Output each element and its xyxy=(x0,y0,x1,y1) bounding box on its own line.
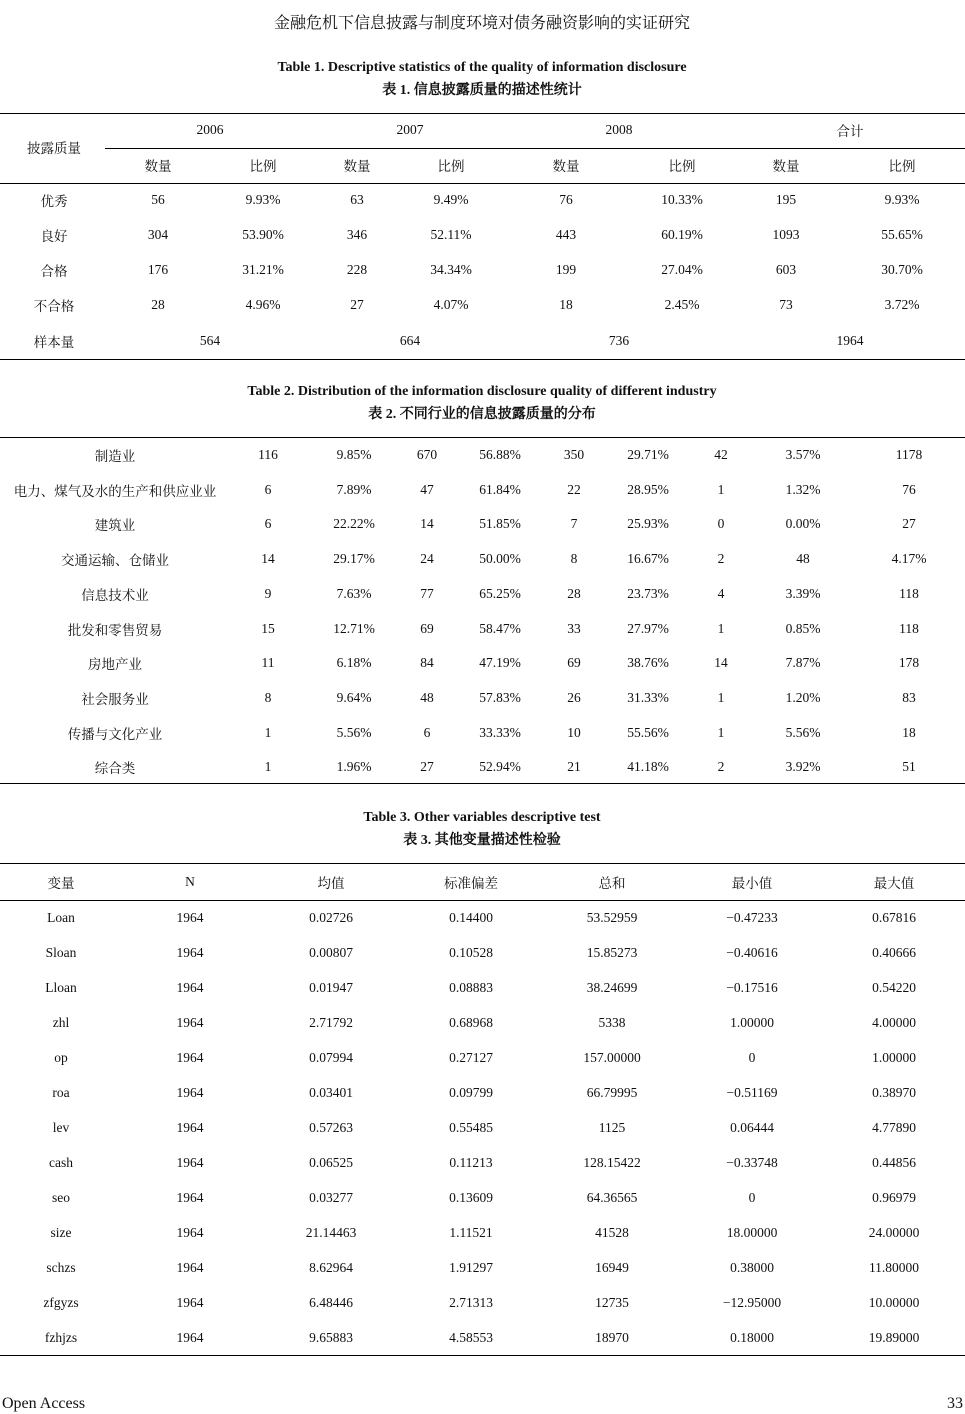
table-cell: 9.49% xyxy=(433,192,469,207)
table-cell: 2.71792 xyxy=(309,1015,353,1030)
table-cell: 50.00% xyxy=(479,551,521,567)
table-cell: 4.17% xyxy=(891,551,927,567)
table1-mid-rule xyxy=(105,148,965,149)
table-cell: 4.96% xyxy=(245,297,281,312)
sample-value: 664 xyxy=(399,333,421,348)
table-cell: 10.00000 xyxy=(868,1295,920,1310)
industry-name: 制造业 xyxy=(94,449,136,464)
table-cell: 1093 xyxy=(772,227,800,242)
table-cell: 0 xyxy=(748,1050,756,1065)
table-cell: 良好 xyxy=(40,229,68,244)
table-cell: 28 xyxy=(567,585,581,601)
industry-name: 信息技术业 xyxy=(81,587,149,603)
sample-value: 564 xyxy=(199,333,221,348)
table-cell: 24.00000 xyxy=(868,1225,920,1240)
table-cell: 34.34% xyxy=(430,262,472,277)
table-cell: 41.18% xyxy=(627,759,669,775)
table-cell: 33.33% xyxy=(479,724,521,740)
table-cell: 128.15422 xyxy=(583,1155,641,1170)
table-cell: 1.32% xyxy=(785,481,821,497)
variable-name: size xyxy=(50,1225,72,1240)
table-cell: 116 xyxy=(258,447,278,462)
sample-label: 样本量 xyxy=(33,335,75,350)
table-cell: 18.00000 xyxy=(726,1225,778,1240)
table-cell: 16949 xyxy=(595,1260,629,1275)
table3-title-cn: 表 3. 其他变量描述性检验 xyxy=(403,833,561,848)
table-cell: 41528 xyxy=(595,1225,629,1240)
table-cell: 27 xyxy=(350,297,364,312)
table-cell: 5.56% xyxy=(336,724,372,740)
industry-name: 建筑业 xyxy=(94,518,136,534)
table-cell: 69 xyxy=(567,655,581,671)
industry-name: 交通运输、仓储业 xyxy=(61,553,169,569)
table-cell: 0.85% xyxy=(785,620,821,636)
table-cell: 0.54220 xyxy=(872,980,916,995)
table-cell: 24 xyxy=(420,551,434,567)
table-cell: 47 xyxy=(420,481,434,497)
table-cell: 73 xyxy=(779,297,793,312)
table-cell: 60.19% xyxy=(661,227,703,242)
table-cell: 9.65883 xyxy=(309,1330,353,1345)
variable-name: lev xyxy=(52,1120,70,1135)
table-cell: 0.67816 xyxy=(872,910,916,925)
table-cell: 16.67% xyxy=(627,551,669,567)
column-header: 最小值 xyxy=(731,876,773,891)
year-header: 2007 xyxy=(396,122,424,137)
table-cell: 84 xyxy=(420,655,434,671)
table-cell: 42 xyxy=(714,447,728,462)
variable-name: zfgyzs xyxy=(43,1295,79,1310)
sample-value: 1964 xyxy=(836,333,864,348)
table-cell: 1 xyxy=(717,689,725,705)
running-header: 金融危机下信息披露与制度环境对债务融资影响的实证研究 xyxy=(273,15,691,32)
variable-name: schzs xyxy=(46,1260,76,1275)
table-cell: 4.77890 xyxy=(872,1120,916,1135)
variable-name: fzhjzs xyxy=(44,1330,78,1345)
table-cell: 1964 xyxy=(176,1225,204,1240)
table-cell: 64.36565 xyxy=(586,1190,638,1205)
table-cell: 8.62964 xyxy=(309,1260,353,1275)
subheader: 数量 xyxy=(772,159,800,174)
column-header: 变量 xyxy=(47,876,75,891)
variable-name: Lloan xyxy=(45,980,77,995)
table-cell: 27 xyxy=(902,516,916,532)
table-cell: 0.38000 xyxy=(730,1260,774,1275)
table-cell: 1 xyxy=(264,724,272,740)
table-cell: 157.00000 xyxy=(583,1050,641,1065)
table-cell: −0.17516 xyxy=(726,980,778,995)
table-cell: 63 xyxy=(350,192,364,207)
table-cell: 56.88% xyxy=(479,447,521,462)
table-cell: 1964 xyxy=(176,1015,204,1030)
table-cell: 18 xyxy=(902,724,916,740)
year-header: 合计 xyxy=(836,124,864,139)
table-cell: 1964 xyxy=(176,1155,204,1170)
table-cell: 23.73% xyxy=(627,585,669,601)
table-cell: 27.97% xyxy=(627,620,669,636)
table-cell: 1 xyxy=(264,759,272,775)
table-cell: 21 xyxy=(567,759,581,775)
industry-name: 批发和零售贸易 xyxy=(67,622,163,638)
table-cell: 0.09799 xyxy=(449,1085,493,1100)
table-cell: 9.64% xyxy=(336,689,372,705)
table-cell: 346 xyxy=(346,227,368,242)
table-cell: 7.87% xyxy=(785,655,821,671)
table-cell: 38.24699 xyxy=(586,980,638,995)
table-cell: 1964 xyxy=(176,910,204,925)
table-cell: 1.20% xyxy=(785,689,821,705)
table-cell: 350 xyxy=(563,447,585,462)
table2-top-rule xyxy=(0,437,965,438)
table2-title-en: Table 2. Distribution of the information disclosure quality of different industry xyxy=(247,384,717,399)
variable-name: zhl xyxy=(52,1015,70,1030)
table-cell: 25.93% xyxy=(627,516,669,532)
table-cell: 56 xyxy=(151,192,165,207)
industry-name: 房地产业 xyxy=(88,657,142,673)
table-cell: 603 xyxy=(775,262,797,277)
subheader: 数量 xyxy=(343,159,371,174)
column-header: 最大值 xyxy=(873,876,915,891)
table-cell: 0.55485 xyxy=(449,1120,493,1135)
table-cell: 52.94% xyxy=(479,759,521,775)
table-cell: 6 xyxy=(423,724,431,740)
column-header: 标准偏差 xyxy=(444,876,498,891)
table-cell: 6 xyxy=(264,481,272,497)
table-cell: 199 xyxy=(555,262,577,277)
subheader: 数量 xyxy=(144,159,172,174)
table-cell: 1.96% xyxy=(336,759,372,775)
table-cell: 58.47% xyxy=(479,620,521,636)
table-cell: 18970 xyxy=(595,1330,629,1345)
table-cell: 195 xyxy=(775,192,797,207)
table-cell: 0.01947 xyxy=(309,980,353,995)
table-cell: 0.13609 xyxy=(449,1190,493,1205)
table-cell: 7 xyxy=(570,516,578,532)
table1-bottom-rule xyxy=(0,359,965,360)
table-cell: 1964 xyxy=(176,1085,204,1100)
table-cell: 19.89000 xyxy=(868,1330,920,1345)
table-cell: 1125 xyxy=(598,1120,626,1135)
table-cell: 0.11213 xyxy=(449,1155,493,1170)
variable-name: roa xyxy=(52,1085,70,1100)
table-cell: 228 xyxy=(346,262,368,277)
table-cell: 3.72% xyxy=(884,297,920,312)
column-header: N xyxy=(185,874,195,889)
table-cell: 443 xyxy=(555,227,577,242)
table-cell: 0.03401 xyxy=(309,1085,353,1100)
table3-bottom-rule xyxy=(0,1355,965,1356)
table-cell: 0.02726 xyxy=(309,910,353,925)
table-cell: 2.71313 xyxy=(449,1295,493,1310)
table-cell: 66.79995 xyxy=(586,1085,638,1100)
page-number: 33 xyxy=(947,1395,963,1412)
table-cell: 0.68968 xyxy=(449,1015,493,1030)
table-cell: 1.00000 xyxy=(730,1015,774,1030)
table-cell: 118 xyxy=(899,620,919,636)
table1-top-rule xyxy=(0,113,965,114)
table-cell: 18 xyxy=(559,297,573,312)
table-cell: 0.10528 xyxy=(449,945,493,960)
table-cell: 47.19% xyxy=(479,655,521,671)
table-cell: 0.06525 xyxy=(309,1155,353,1170)
table-cell: 8 xyxy=(570,551,578,567)
subheader: 比例 xyxy=(668,159,696,174)
year-header: 2006 xyxy=(196,122,224,137)
table-cell: 30.70% xyxy=(881,262,923,277)
table-cell: 0.57263 xyxy=(309,1120,353,1135)
table-cell: 0.07994 xyxy=(309,1050,353,1065)
table-cell: −12.95000 xyxy=(722,1295,782,1310)
table-cell: 28 xyxy=(151,297,165,312)
footer-open-access: Open Access xyxy=(2,1395,86,1412)
industry-name: 传播与文化产业 xyxy=(67,726,163,742)
table-cell: 9 xyxy=(264,585,272,601)
table-cell: 11 xyxy=(261,655,275,671)
table-cell: 5.56% xyxy=(785,724,821,740)
table-cell: 48 xyxy=(420,689,434,705)
table-cell: 0.18000 xyxy=(730,1330,774,1345)
table-cell: 76 xyxy=(559,192,573,207)
variable-name: seo xyxy=(52,1190,70,1205)
table-cell: 48 xyxy=(796,551,810,567)
table-cell: 51 xyxy=(902,759,916,775)
table-cell: 176 xyxy=(147,262,169,277)
table-cell: 合格 xyxy=(40,264,68,279)
table-cell: 10.33% xyxy=(661,192,703,207)
variable-name: op xyxy=(54,1050,68,1065)
table-cell: 26 xyxy=(567,689,581,705)
table-cell: 0.40666 xyxy=(872,945,916,960)
table-cell: 29.17% xyxy=(333,551,375,567)
table-cell: 2 xyxy=(717,551,725,567)
industry-name: 综合类 xyxy=(94,761,136,777)
table-cell: 6 xyxy=(264,516,272,532)
table-cell: 1964 xyxy=(176,945,204,960)
table-cell: 0.38970 xyxy=(872,1085,916,1100)
table-cell: 1964 xyxy=(176,1120,204,1135)
table1-header-rule xyxy=(0,183,965,184)
table-cell: 4.58553 xyxy=(449,1330,493,1345)
table-cell: 1964 xyxy=(176,1190,204,1205)
table-cell: 14 xyxy=(420,516,434,532)
table-cell: 69 xyxy=(420,620,434,636)
table-cell: 5338 xyxy=(598,1015,626,1030)
table-cell: 7.63% xyxy=(336,585,372,601)
table-cell: 22.22% xyxy=(333,516,375,532)
table-cell: 15.85273 xyxy=(586,945,638,960)
table-cell: 0 xyxy=(748,1190,756,1205)
table-cell: 9.85% xyxy=(336,447,372,462)
table-cell: 0.14400 xyxy=(449,910,493,925)
table-cell: 1178 xyxy=(895,447,923,462)
table-cell: 1964 xyxy=(176,1295,204,1310)
table-cell: 53.90% xyxy=(242,227,284,242)
table-cell: 0.00807 xyxy=(309,945,353,960)
subheader: 比例 xyxy=(437,159,465,174)
table-cell: 22 xyxy=(567,481,581,497)
table-cell: 31.33% xyxy=(627,689,669,705)
table-cell: 21.14463 xyxy=(305,1225,357,1240)
table-cell: 1 xyxy=(717,481,725,497)
table-cell: 不合格 xyxy=(33,299,75,314)
table2-bottom-rule xyxy=(0,783,965,784)
table-cell: 3.57% xyxy=(785,447,821,462)
table-cell: 33 xyxy=(567,620,581,636)
table-cell: 0.96979 xyxy=(872,1190,916,1205)
table3-top-rule xyxy=(0,863,965,864)
table-cell: 1 xyxy=(717,724,725,740)
table-cell: 12735 xyxy=(595,1295,629,1310)
table-cell: 1964 xyxy=(176,980,204,995)
table-cell: 优秀 xyxy=(40,194,68,209)
subheader: 比例 xyxy=(888,159,916,174)
table-cell: 1 xyxy=(717,620,725,636)
table-cell: 31.21% xyxy=(242,262,284,277)
table-cell: −0.40616 xyxy=(726,945,778,960)
table-cell: 51.85% xyxy=(479,516,521,532)
table-cell: 4.00000 xyxy=(872,1015,916,1030)
table-cell: 57.83% xyxy=(479,689,521,705)
table-cell: 0.03277 xyxy=(309,1190,353,1205)
table-cell: 0.06444 xyxy=(730,1120,774,1135)
table1-title-cn: 表 1. 信息披露质量的描述性统计 xyxy=(382,83,582,98)
table-cell: 55.65% xyxy=(881,227,923,242)
year-header: 2008 xyxy=(605,122,633,137)
column-header: 均值 xyxy=(317,876,345,891)
table-cell: 2 xyxy=(717,759,725,775)
table-cell: 10 xyxy=(567,724,581,740)
table-cell: 2.45% xyxy=(664,297,700,312)
table-cell: 61.84% xyxy=(479,481,521,497)
table-cell: 52.11% xyxy=(430,227,472,242)
row-header-label: 披露质量 xyxy=(27,141,81,156)
table-cell: 12.71% xyxy=(333,620,375,636)
table-cell: 1964 xyxy=(176,1330,204,1345)
table-cell: 83 xyxy=(902,689,916,705)
table-cell: 3.39% xyxy=(785,585,821,601)
table-cell: 53.52959 xyxy=(586,910,638,925)
table-cell: 65.25% xyxy=(479,585,521,601)
table-cell: 29.71% xyxy=(627,447,669,462)
table-cell: 4.07% xyxy=(433,297,469,312)
table-cell: −0.47233 xyxy=(726,910,778,925)
variable-name: Loan xyxy=(47,910,75,925)
table-cell: 14 xyxy=(714,655,728,671)
table-cell: 6.48446 xyxy=(309,1295,353,1310)
table-cell: 6.18% xyxy=(336,655,372,671)
table-cell: 1.11521 xyxy=(449,1225,493,1240)
sample-value: 736 xyxy=(608,333,630,348)
table-cell: 14 xyxy=(261,551,275,567)
variable-name: cash xyxy=(49,1155,73,1170)
table-cell: 15 xyxy=(261,620,275,636)
subheader: 数量 xyxy=(552,159,580,174)
table-cell: −0.33748 xyxy=(726,1155,778,1170)
table-cell: 76 xyxy=(902,481,916,497)
table-cell: 0.00% xyxy=(785,516,821,532)
table-cell: 11.80000 xyxy=(868,1260,920,1275)
table-cell: 178 xyxy=(898,655,920,671)
table-cell: 38.76% xyxy=(627,655,669,671)
table-cell: 670 xyxy=(416,447,438,462)
table-cell: 77 xyxy=(420,585,434,601)
table-cell: 8 xyxy=(264,689,272,705)
industry-name: 社会服务业 xyxy=(81,691,149,707)
table2-title-cn: 表 2. 不同行业的信息披露质量的分布 xyxy=(368,407,596,422)
table-cell: 1964 xyxy=(176,1050,204,1065)
table-cell: 55.56% xyxy=(627,724,669,740)
table-cell: 27.04% xyxy=(661,262,703,277)
variable-name: Sloan xyxy=(45,945,77,960)
table-cell: 1964 xyxy=(176,1260,204,1275)
table-cell: 9.93% xyxy=(884,192,920,207)
table-cell: 118 xyxy=(899,585,919,601)
table1-title-en: Table 1. Descriptive statistics of the quality of information disclosure xyxy=(277,60,687,75)
table-cell: 1.91297 xyxy=(449,1260,493,1275)
table-cell: 1.00000 xyxy=(872,1050,916,1065)
table-cell: 28.95% xyxy=(627,481,669,497)
industry-name: 电力、煤气及水的生产和供应业业 xyxy=(13,483,217,499)
table3-title-en: Table 3. Other variables descriptive test xyxy=(363,810,601,825)
table-cell: 27 xyxy=(420,759,434,775)
table-cell: 0.44856 xyxy=(872,1155,916,1170)
table-cell: 0 xyxy=(717,516,725,532)
table-cell: 9.93% xyxy=(245,192,281,207)
table-cell: 3.92% xyxy=(785,759,821,775)
table-cell: 7.89% xyxy=(336,481,372,497)
table-cell: −0.51169 xyxy=(726,1085,778,1100)
subheader: 比例 xyxy=(249,159,277,174)
table3-header-rule xyxy=(0,900,965,901)
table-cell: 0.08883 xyxy=(449,980,493,995)
column-header: 总和 xyxy=(598,876,626,891)
table-cell: 304 xyxy=(147,227,169,242)
table-cell: 0.27127 xyxy=(449,1050,493,1065)
table-cell: 4 xyxy=(717,585,725,601)
